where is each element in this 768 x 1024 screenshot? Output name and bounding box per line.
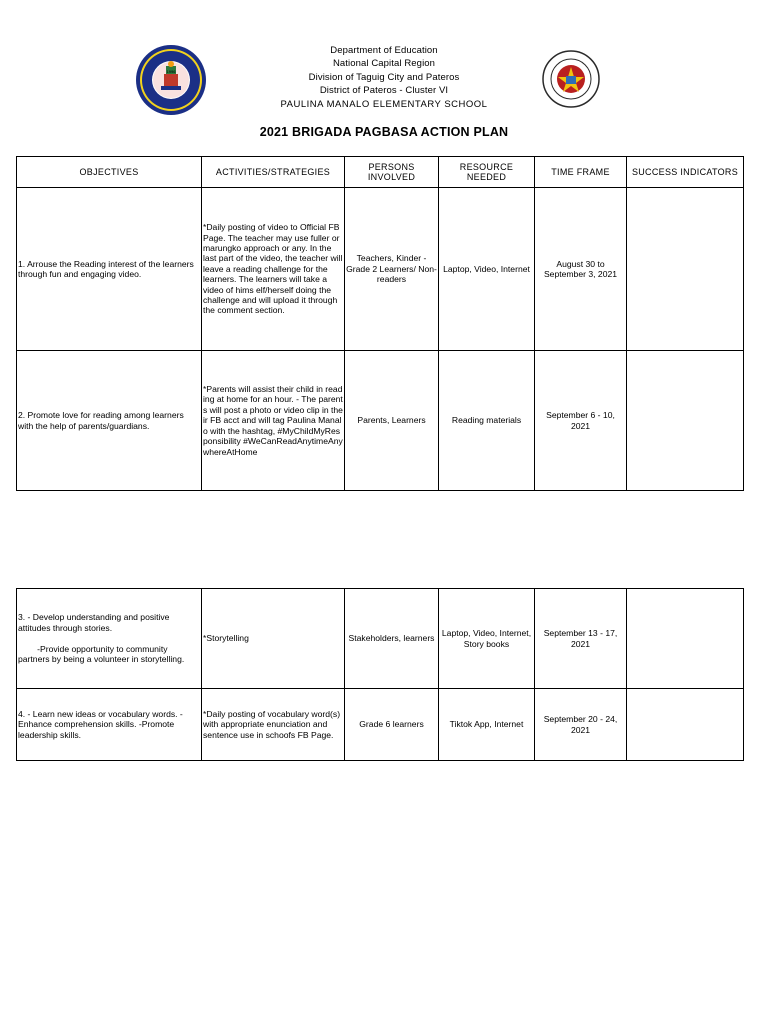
table-row (17, 589, 744, 689)
objective-cell: 1. Arrouse the Reading interest of the learners through fun and engaging video. (17, 188, 202, 351)
school-name: PAULINA MANALO ELEMENTARY SCHOOL (280, 98, 488, 110)
page-title: 2021 BRIGADA PAGBASA ACTION PLAN (259, 125, 509, 139)
table-row (17, 689, 744, 761)
success-cell (627, 188, 744, 351)
department-name: Department of Education (330, 45, 438, 56)
persons-cell: Parents, Learners (345, 351, 439, 491)
activity-cell: *Parents will assist their child in reading at home for an hour. - The parents will post a photo or video clip in their FB acct and will tag Paulina Manalo with the hashtag, #MyChildMyResponsibility #WeCanReadAnytimeAnywhereAtHome (202, 351, 345, 491)
persons-cell: Teachers, Kinder - Grade 2 Learners/ Non-readers (345, 188, 439, 351)
timeframe-cell: August 30 to September 3, 2021 (535, 188, 627, 351)
activity-cell: *Daily posting of vocabulary word(s) with appropriate enunciation and sentence use in schoofs FB Page. (202, 689, 345, 761)
action-plan-table-part-2 (16, 588, 744, 761)
resources-cell: Laptop, Video, Internet (439, 188, 535, 351)
timeframe-cell: September 6 - 10, 2021 (535, 351, 627, 491)
header-resources: RESOURCE NEEDED (439, 157, 535, 188)
objective-cell: 2. Promote love for reading among learners with the help of parents/guardians. (17, 351, 202, 491)
objective-cell: 3. - Develop understanding and positive attitudes through stories. -Provide opportunity to community partners by being a volunteer in storytelling. (17, 589, 202, 689)
action-plan-table-part-1 (16, 156, 744, 491)
document-header (0, 44, 768, 111)
resources-cell: Laptop, Video, Internet, Story books (439, 589, 535, 689)
resources-cell: Tiktok App, Internet (439, 689, 535, 761)
resources-cell: Reading materials (439, 351, 535, 491)
table-header-row (17, 157, 744, 188)
success-cell (627, 689, 744, 761)
activity-cell: *Daily posting of video to Official FB Page. The teacher may use fuller or marungko approach or any. In the last part of the video, the teacher will leave a reading challenge for the learners. The learners will take a video of hims elf/herself doing the challenge and will upload it through the comment section. (202, 188, 345, 351)
division-name: Division of Taguig City and Pateros (308, 71, 460, 83)
region-name: National Capital Region (332, 58, 436, 70)
district-name: District of Pateros - Cluster VI (319, 85, 449, 97)
success-cell (627, 351, 744, 491)
success-cell (627, 589, 744, 689)
objective-cell: 4. - Learn new ideas or vocabulary words. -Enhance comprehension skills. -Promote leadership skills. (17, 689, 202, 761)
header-timeframe: TIME FRAME (535, 157, 627, 188)
timeframe-cell: September 13 - 17, 2021 (535, 589, 627, 689)
table-row (17, 188, 744, 351)
header-activities: ACTIVITIES/STRATEGIES (202, 157, 345, 188)
table-row (17, 351, 744, 491)
timeframe-cell: September 20 - 24, 2021 (535, 689, 627, 761)
header-success: SUCCESS INDICATORS (627, 157, 744, 188)
persons-cell: Stakeholders, learners (345, 589, 439, 689)
svg-text:1996: 1996 (166, 69, 176, 74)
activity-cell: *Storytelling (202, 589, 345, 689)
persons-cell: Grade 6 learners (345, 689, 439, 761)
header-objectives: OBJECTIVES (17, 157, 202, 188)
header-persons: PERSONS INVOLVED (345, 157, 439, 188)
